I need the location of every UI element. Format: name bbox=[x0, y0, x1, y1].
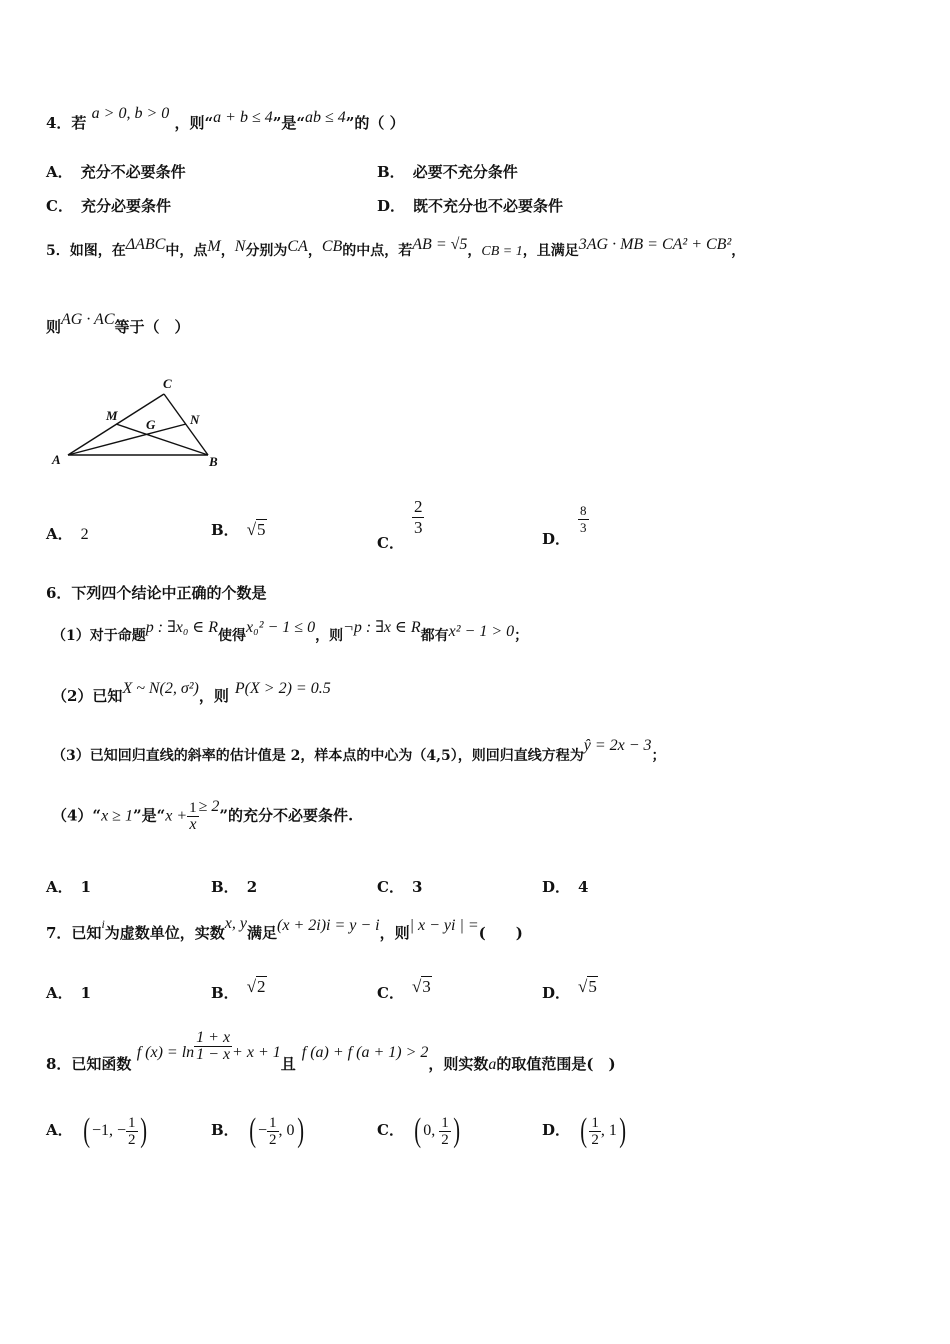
question-8: 8．已知函数 f (x) = ln $\frac{1 + x}{1 - x}$ + x + 1且f (a) + f (a + 1) > 2，则实数a的取值范围是( ) bbox=[46, 1029, 616, 1073]
q7-option-d[interactable]: D． √5 bbox=[542, 977, 597, 1002]
median-an bbox=[68, 424, 186, 455]
q4-number: 4．若 bbox=[46, 114, 87, 132]
q6-statement-3: （3）已知回归直线的斜率的估计值是 2，样本点的中心为（4,5），则回归直线方程为ŷ = 2x − 3； bbox=[52, 737, 666, 764]
q5-option-d[interactable]: D． $\frac{8}{3}$ bbox=[542, 503, 587, 548]
q7-option-a[interactable]: A． 1 bbox=[46, 984, 92, 1002]
q5-option-b[interactable]: B． √5 bbox=[211, 520, 266, 539]
q6-option-c[interactable]: C． 3 bbox=[377, 878, 423, 896]
q4-expr2: ab ≤ 4 bbox=[304, 109, 346, 126]
question-4: 4．若 a > 0, b > 0 ，则“a + b ≤ 4”是“ab ≤ 4”的（ ） bbox=[46, 105, 405, 132]
label-b: B bbox=[209, 454, 218, 469]
label-c: C bbox=[163, 376, 172, 391]
q5-option-a[interactable]: A． 2 bbox=[46, 525, 89, 543]
label-a: A bbox=[52, 452, 61, 467]
q7-option-b[interactable]: B． √2 bbox=[211, 977, 266, 1002]
q4-option-c[interactable]: C． 充分必要条件 bbox=[46, 197, 171, 215]
q6-statement-1: （1）对于命题p : ∃x₀ ∈ R使得x₀² − 1 ≤ 0，则¬p : ∃x ∈ R都有x² − 1 > 0； bbox=[52, 619, 529, 644]
median-bm bbox=[116, 424, 208, 455]
q6-statement-2: （2）已知X ~ N(2, σ²)，则 P(X > 2) = 0.5 bbox=[52, 680, 331, 705]
q7-option-c[interactable]: C． √3 bbox=[377, 977, 431, 1002]
label-n: N bbox=[190, 412, 200, 427]
q4-option-b[interactable]: B． 必要不充分条件 bbox=[377, 163, 518, 181]
q8-option-d[interactable]: D． ( $\frac{1}{2}$ , 1) bbox=[542, 1112, 626, 1149]
label-g: G bbox=[146, 417, 156, 432]
label-m: M bbox=[106, 408, 118, 423]
q8-option-b[interactable]: B． ( − $\frac{1}{2}$ , 0) bbox=[211, 1112, 304, 1149]
q4-option-a[interactable]: A． 充分不必要条件 bbox=[46, 163, 186, 181]
q6-statement-4: （4）“x ≥ 1”是“x + $\frac{1}{x}$ ≥ 2”的充分不必要条件. bbox=[52, 797, 354, 833]
q5-triangle-figure bbox=[46, 372, 236, 482]
question-7: 7．已知$^i$为虚数单位，实数x, y满足(x + 2i)i = y − i，则| x − yi | =( ) bbox=[46, 915, 523, 942]
question-5-line2: 则AG · AC等于（ ） bbox=[46, 311, 190, 336]
q4-condition: a > 0, b > 0 bbox=[91, 105, 170, 122]
q4-expr1: a + b ≤ 4 bbox=[213, 109, 273, 126]
q6-option-d[interactable]: D． 4 bbox=[542, 878, 589, 896]
q6-option-a[interactable]: A． 1 bbox=[46, 878, 92, 896]
q5-option-c[interactable]: C． $\frac{2}{3}$ bbox=[377, 497, 423, 552]
question-6: 6．下列四个结论中正确的个数是 bbox=[46, 584, 267, 602]
question-5: 5．如图，在ΔABC中，点M，N分别为CA，CB的中点，若AB = √5，CB = 1，且满足3AG · MB = CA² + CB²， bbox=[46, 236, 746, 259]
q6-option-b[interactable]: B． 2 bbox=[211, 878, 258, 896]
q4-option-d[interactable]: D． 既不充分也不必要条件 bbox=[377, 197, 564, 215]
q8-option-a[interactable]: A． ( −1, − $\frac{1}{2}$ ) bbox=[46, 1112, 147, 1149]
q8-option-c[interactable]: C． ( 0, $\frac{1}{2}$ ) bbox=[377, 1112, 460, 1149]
